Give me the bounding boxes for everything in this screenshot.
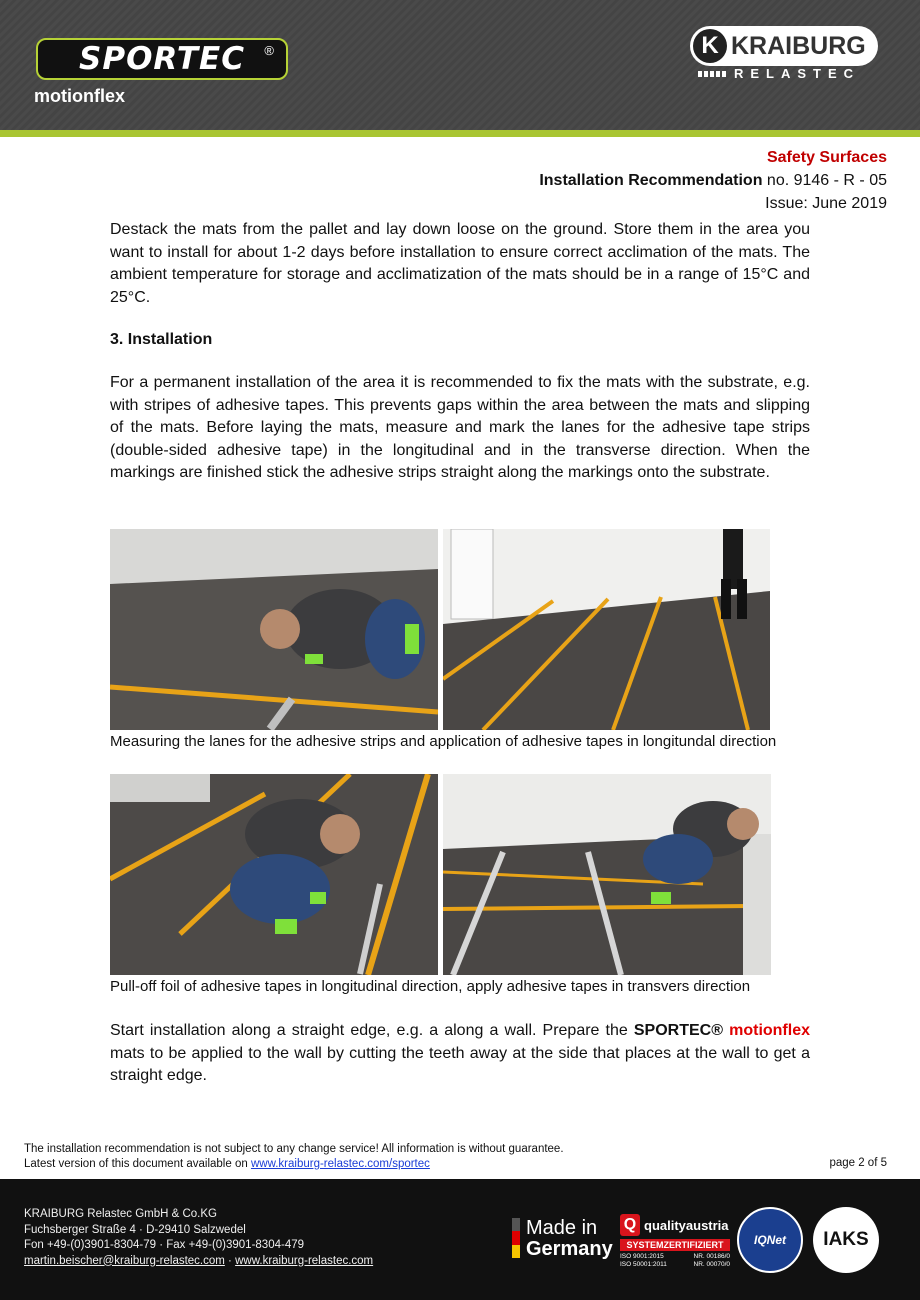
kraiburg-wordmark: KRAIBURG (731, 31, 866, 60)
sportec-link[interactable]: www.kraiburg-relastec.com/sportec (250, 1158, 430, 1170)
iso-50001-nr: NR. 00070/0 (693, 1261, 730, 1268)
photo-transverse-tapes (443, 774, 771, 975)
paragraph-start-installation (110, 1020, 810, 1088)
iaks-logo (813, 1207, 879, 1273)
germany-text: Germany (526, 1238, 613, 1260)
iso-9001-nr: NR. 00186/0 (693, 1253, 730, 1260)
german-flag-icon (512, 1218, 520, 1258)
footnote-prefix: Latest version of this document available on (24, 1158, 251, 1170)
doc-issue: Issue: June 2019 (765, 195, 887, 212)
para3-start: Start installation along a straight edge, e.g. a along a wall. Prepare the (110, 1022, 634, 1039)
iso-50001: ISO 50001:2011 (620, 1261, 667, 1268)
company-address: Fuchsberger Straße 4 · D-29410 Salzwedel (24, 1223, 246, 1236)
doc-recommendation (539, 169, 887, 192)
photo-longitudinal-tapes (443, 529, 770, 730)
footnote (24, 1142, 564, 1172)
company-phone: Fon +49-(0)3901-8304-79 · Fax +49-(0)3901-8304-479 (24, 1239, 305, 1251)
kraiburg-logo (690, 26, 878, 82)
section-heading-installation: 3. Installation (110, 331, 213, 348)
kraiburg-k-icon: K (693, 29, 727, 63)
footnote-latest-version (24, 1157, 564, 1172)
sportec-logo (36, 38, 288, 80)
para3-end: mats to be applied to the wall by cutting the teeth away at the side that places at the wall to get a straight edge. (110, 1044, 810, 1085)
iqnet-text: IQNet (753, 1233, 786, 1247)
photo-measuring-lanes (110, 529, 438, 730)
product-name: motionflex (34, 86, 126, 106)
made-in-text: Made in (526, 1217, 598, 1239)
caption-photo-row-1: Measuring the lanes for the adhesive strips and application of adhesive tapes in longitundal direction (110, 733, 777, 750)
qualityaustria-badge (620, 1214, 730, 1269)
registered-mark: ® (264, 43, 274, 58)
iaks-text: IAKS (823, 1229, 869, 1250)
iso-9001: ISO 9001:2015 (620, 1253, 664, 1260)
para3-product: motionflex (729, 1022, 810, 1039)
para3-brand: SPORTEC® (633, 1022, 724, 1039)
qualityaustria-name: qualityaustria (644, 1217, 729, 1233)
iqnet-seal (737, 1207, 803, 1273)
header-accent-stripe (0, 130, 920, 137)
link-separator: · (224, 1254, 236, 1267)
footnote-disclaimer: The installation recommendation is not subject to any change service! All information is without guarantee. (24, 1143, 564, 1155)
doc-recommendation-label: Installation Recommendation (539, 172, 763, 189)
relastec-wordmark: RELASTEC (734, 66, 861, 81)
page-header (0, 0, 920, 130)
doc-category: Safety Surfaces (766, 149, 887, 166)
photo-pull-off-foil (110, 774, 438, 975)
company-contact (24, 1207, 373, 1269)
email-link[interactable]: martin.beischer@kraiburg-relastec.com (24, 1254, 225, 1267)
paragraph-installation: For a permanent installation of the area it is recommended to fix the mats with the substrate, e.g. with stripes of adhesive tapes. This prevents gaps within the area between the mats and slipping of the mats. Before laying the mats, measure and mark the lanes for the adhesive tape strips (double-sided adhesive tape) in the longitudinal and in the transverse direction. When the markings are finished stick the adhesive strips straight along the markings onto the substrate. (110, 374, 810, 482)
sportec-logo-text: SPORTEC (79, 41, 245, 77)
website-link[interactable]: www.kraiburg-relastec.com (235, 1254, 374, 1267)
company-links (24, 1254, 373, 1270)
qualityaustria-q-icon: Q (620, 1214, 640, 1236)
caption-photo-row-2: Pull-off foil of adhesive tapes in longitudinal direction, apply adhesive tapes in transvers direction (110, 978, 751, 995)
paragraph-acclimation: Destack the mats from the pallet and lay down loose on the ground. Store them in the area you want to install for about 1-2 days before installation to ensure correct acclimation of the mats. The ambient temperature for storage and acclimatization of the mats should be in a range of 15°C and 25°C. (110, 221, 810, 306)
relastec-dots-icon (698, 71, 726, 77)
made-in-germany-badge (512, 1218, 613, 1260)
page-number: page 2 of 5 (829, 1157, 887, 1169)
qualityaustria-certified: SYSTEMZERTIFIZIERT (620, 1239, 730, 1251)
document-info (539, 146, 887, 215)
doc-recommendation-number: no. 9146 - R - 05 (766, 172, 887, 189)
company-name: KRAIBURG Relastec GmbH & Co.KG (24, 1208, 217, 1220)
